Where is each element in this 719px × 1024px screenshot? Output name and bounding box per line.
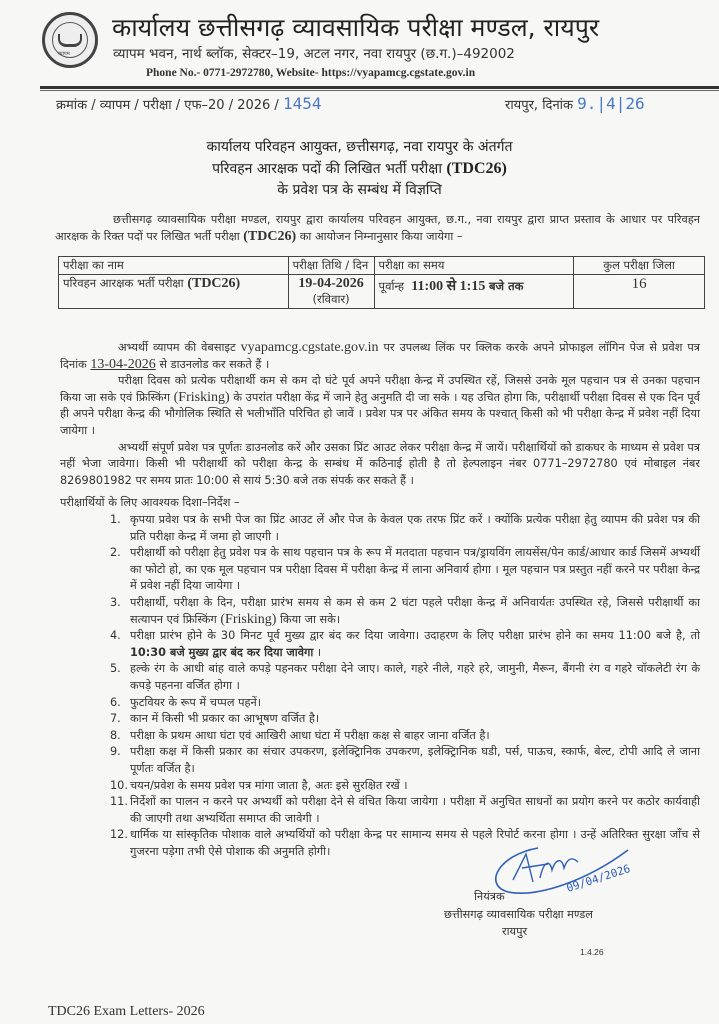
exam-time-prefix: पूर्वान्ह bbox=[378, 279, 404, 293]
list-text: कृपया प्रवेश पत्र के सभी पेज का प्रिंट आउट लें और पेज के केवल एक तरफ प्रिंट करें । क्योंकि प्रत्येक परीक्षा हेतु व्यापम की प्रवेश पत्र की प्रति परीक्षा केन्द्र में जमा हो जाएगी । bbox=[130, 513, 700, 543]
intro-code: (TDC26) bbox=[243, 228, 297, 244]
list-text-a: परीक्षा प्रारंभ होने के 30 मिनट पूर्व मुख्य द्वार बंद कर दिया जावेगा। उदाहरण के लिए परीक्षा प्रारंभ होने का समय 11:00 बजे है, तो bbox=[130, 629, 700, 643]
header-rule-thin bbox=[40, 90, 719, 91]
intro-text-1: छत्तीसगढ़ व्यावसायिक परीक्षा मण्डल, रायपुर द्वारा कार्यालय परिवहन आयुक्त, छ.ग., नवा रायपुर द्वारा प्राप्त प्रस्ताव के आधार पर परिवहन आरक्षक के रिक्त पदों पर लिखित भर्ती परीक्षा bbox=[55, 213, 700, 243]
list-item bbox=[110, 711, 700, 728]
page-footer: TDC26 Exam Letters- 2026 bbox=[48, 1004, 205, 1019]
list-item bbox=[110, 794, 700, 827]
vyapam-logo bbox=[42, 12, 98, 68]
list-text: चयन/प्रवेश के समय प्रवेश पत्र मांगा जाता है, अतः इसे सुरक्षित रखें । bbox=[130, 778, 408, 792]
cell-exam-districts: 16 bbox=[574, 275, 705, 309]
letterhead-title: कार्यालय छत्तीसगढ़ व्यावसायिक परीक्षा मण्डल, रायपुर bbox=[112, 13, 600, 42]
list-item bbox=[110, 661, 700, 694]
notice-title bbox=[0, 137, 719, 201]
instructions-list bbox=[110, 512, 700, 860]
list-number: 7. bbox=[110, 712, 121, 726]
list-number: 8. bbox=[110, 728, 121, 742]
table-row bbox=[59, 275, 705, 309]
cell-exam-date bbox=[288, 275, 374, 309]
list-text: कान में किसी भी प्रकार का आभूषण वर्जित है। bbox=[130, 712, 320, 726]
exam-time-value: 11:00 से 1:15 bbox=[411, 279, 486, 294]
cell-exam-name bbox=[59, 275, 289, 309]
instructions-heading: परीक्षार्थियों के लिए आवश्यक दिशा–निर्देश – bbox=[60, 496, 240, 509]
frisking-text-a: परीक्षा दिवस को प्रत्येक परीक्षार्थी कम से कम दो घंटे पूर्व अपने परीक्षा केन्द्र में उपस्थित रहें, जिससे उनके मूल पहचान पत्र से उनका पहचान किया जा सके एवं फ्रिस्किंग bbox=[60, 374, 700, 404]
exam-schedule-table bbox=[58, 256, 705, 309]
list-text: परीक्षा के प्रथम आधा घंटा एवं आखिरी आधा घंटा में परीक्षा कक्ष से बाहर जाना वर्जित है। bbox=[130, 728, 490, 742]
download-paragraph bbox=[60, 340, 700, 373]
header-exam-districts: कुल परीक्षा जिला bbox=[574, 257, 705, 275]
date-handwritten: 9.|4|26 bbox=[577, 94, 645, 113]
list-item bbox=[110, 744, 700, 777]
list-text: हल्के रंग के आधी बांह वाले कपड़े पहनकर परीक्षा देने जाए। काले, गहरे नीले, गहरे हरे, जामुनी, मैरून, बैंगनी रंग व गहरे चॉकलेटी रंग के कपड़े पहनना वर्जित होगा । bbox=[130, 662, 700, 692]
letter-date bbox=[505, 94, 645, 113]
notice-title-line3: के प्रवेश पत्र के सम्बंध में विज्ञप्ति bbox=[277, 182, 442, 198]
list-text-b: किया जा सके। bbox=[279, 612, 341, 626]
exam-day: (रविवार) bbox=[312, 292, 350, 306]
list-number: 6. bbox=[110, 695, 121, 709]
letterhead-address: व्यापम भवन, नार्थ ब्लॉक, सेक्टर–19, अटल नगर, नवा रायपुर (छ.ग.)–492002 bbox=[113, 46, 515, 62]
list-text bbox=[130, 628, 700, 661]
list-text: धार्मिक या सांस्कृतिक पोशाक वाले अभ्यर्थियों को परीक्षा केन्द्र पर सामान्य समय से पहले रिपोर्ट करना होगा । उन्हें अतिरिक्त सुरक्षा जाँच से गुजरना पड़ेगा तभी ऐसे पोशाक की अनुमति होगी। bbox=[130, 828, 700, 858]
signatory-city: रायपुर bbox=[502, 925, 528, 938]
notice-title-code: (TDC26) bbox=[446, 160, 507, 177]
list-item bbox=[110, 628, 700, 661]
exam-name-code: (TDC26) bbox=[187, 276, 241, 291]
table-header-row bbox=[59, 257, 705, 275]
list-number: 5. bbox=[110, 662, 121, 676]
list-item bbox=[110, 595, 700, 628]
signature-date: 09/04/2026 bbox=[564, 862, 632, 895]
list-number: 9. bbox=[110, 745, 121, 759]
download-text-b: पर उपलब्ध लिंक पर क्लिक करके अपने प्रोफाइल लॉगिन पेज से प्रवेश पत्र दिनांक bbox=[60, 341, 701, 371]
download-date: 13-04-2026 bbox=[90, 356, 156, 372]
list-item bbox=[110, 778, 700, 795]
list-item bbox=[110, 728, 700, 745]
exam-time-suffix: बजे तक bbox=[488, 279, 524, 293]
list-number: 3. bbox=[110, 595, 121, 609]
list-item bbox=[110, 695, 700, 712]
list-text-a: परीक्षार्थी, परीक्षा के दिन, परीक्षा प्रारंभ समय से कम से कम 2 घंटा पहले परीक्षा केन्द्र में अनिवार्यतः उपस्थित रहे, जिससे परीक्षार्थी का सत्यापन एवं फ्रिस्किंग bbox=[130, 595, 700, 626]
date-prefix: रायपुर, दिनांक bbox=[505, 98, 574, 113]
list-number: 1. bbox=[110, 513, 121, 526]
intro-paragraph bbox=[55, 212, 700, 245]
exam-date: 19-04-2026 bbox=[298, 276, 364, 291]
list-text: फुटवियर के रूप में चप्पल पहनें। bbox=[130, 695, 262, 709]
list-item bbox=[110, 545, 700, 595]
header-rule bbox=[40, 86, 719, 89]
reference-prefix: क्रमांक / व्यापम / परीक्षा / एफ–20 / 2026 / bbox=[56, 98, 279, 113]
reference-handwritten-number: 1454 bbox=[282, 94, 322, 113]
body-paragraphs bbox=[60, 340, 700, 489]
header-exam-name: परीक्षा का नाम bbox=[59, 257, 289, 275]
intro-text-2: का आयोजन निम्नानुसार किया जायेगा – bbox=[299, 229, 463, 243]
frisking-word: (Frisking) bbox=[220, 611, 277, 627]
letterhead-contact: Phone No.- 0771-2972780, Website- https://vyapamcg.cgstate.gov.in bbox=[146, 67, 476, 79]
logo-text: व्यापम bbox=[58, 51, 70, 57]
download-text-c: से डाउनलोड कर सकते हैं । bbox=[159, 357, 270, 371]
frisking-text-b: के उपरांत परीक्षा केंद्र में जाने हेतु अनुमति दी जा सके । यह उचित होगा कि, परीक्षार्थी परीक्षा दिवस से एक दिन पूर्व ही अपने परीक्षा केन्द्र की भौगोलिक स्थिति से भलीभाँति परिचित हो जावें । प्रवेश पत्र पर अंकित समय के पश्चात् किसी को भी परीक्षा केन्द्र में प्रवेश नहीं दिया जायेगा । bbox=[60, 390, 700, 437]
list-text-b: । bbox=[316, 645, 322, 659]
document-code: 1.4.26 bbox=[580, 947, 604, 957]
signatory-org: छत्तीसगढ़ व्यावसायिक परीक्षा मण्डल bbox=[444, 908, 593, 921]
cell-exam-time bbox=[374, 275, 574, 309]
list-number: 10. bbox=[110, 778, 128, 792]
list-text-bold: 10:30 बजे मुख्य द्वार बंद कर दिया जावेगा bbox=[130, 645, 314, 659]
download-text-a: अभ्यर्थी व्यापम की वेबसाइट bbox=[118, 341, 236, 354]
list-text: परीक्षा कक्ष में किसी प्रकार का संचार उपकरण, इलेक्ट्रिानिक उपकरण, इलेक्ट्रिानिक घडी, पर्स, पाऊच, स्कार्फ, बेल्ट, टोपी आदि ले जाना पूर्णतः वर्जित है। bbox=[130, 745, 700, 775]
website-link[interactable]: vyapamcg.cgstate.gov.in bbox=[240, 340, 379, 355]
list-number: 12. bbox=[110, 828, 128, 842]
helpline-paragraph: अभ्यर्थी संपूर्ण प्रवेश पत्र पूर्णतः डाउनलोड करें और उसका प्रिंट आउट लेकर परीक्षा केन्द्र में जायें। परीक्षार्थियों को डाकघर के माध्यम से प्रवेश पत्र नहीं भेजा जावेगा। किसी भी परीक्षार्थी को परीक्षा केन्द्र के सम्बंध में कठिनाई होती है तो हेल्पलाइन नंबर 0771–2972780 एवं मोबाइल नंबर 8269801982 पर समय प्रातः 10:00 से सायं 5:30 बजे तक संपर्क कर सकते हैं । bbox=[60, 440, 700, 487]
header-exam-time: परीक्षा का समय bbox=[374, 257, 574, 275]
frisking-paragraph bbox=[60, 373, 700, 439]
reference-number bbox=[56, 94, 321, 113]
header-exam-date: परीक्षा तिथि / दिन bbox=[288, 257, 374, 275]
list-text: परीक्षार्थी को परीक्षा हेतु प्रवेश पत्र के साथ पहचान पत्र के रूप में मतदाता पहचान पत्र/ड्रायविंग लायसेंस/पेन कार्ड/आधार कार्ड जिसमें अभ्यर्थी का फोटो हो, का एक मूल पहचान पत्र परीक्षा दिवस में परीक्षा केन्द्र में लाना अनिवार्य होगा । मूल पहचान पत्र प्रस्तुत नहीं करने पर परीक्षा केन्द्र में प्रवेश नहीं दिया जायेगा । bbox=[130, 546, 700, 593]
list-number: 11. bbox=[110, 795, 128, 809]
notice-title-line2 bbox=[0, 158, 719, 180]
notice-title-line2-text: परिवहन आरक्षक पदों की लिखित भर्ती परीक्षा bbox=[212, 161, 442, 177]
list-text bbox=[130, 595, 700, 628]
list-text: निर्देशों का पालन न करने पर अभ्यर्थी को परीक्षा देने से वंचित किया जायेगा । परीक्षा में अनुचित साधनों का प्रयोग करने पर कठोर कार्यवाही की जाएगी तथा अभ्यर्थिता समाप्त की जावेगी । bbox=[130, 795, 700, 825]
list-item bbox=[110, 512, 700, 545]
frisking-word: (Frisking) bbox=[173, 389, 230, 405]
list-number: 2. bbox=[110, 546, 121, 560]
notice-title-line1: कार्यालय परिवहन आयुक्त, छत्तीसगढ़, नवा रायपुर के अंतर्गत bbox=[206, 139, 513, 155]
signatory-designation: नियंत्रक bbox=[474, 890, 505, 903]
list-number: 4. bbox=[110, 629, 121, 643]
exam-name-text: परिवहन आरक्षक भर्ती परीक्षा bbox=[63, 276, 184, 290]
